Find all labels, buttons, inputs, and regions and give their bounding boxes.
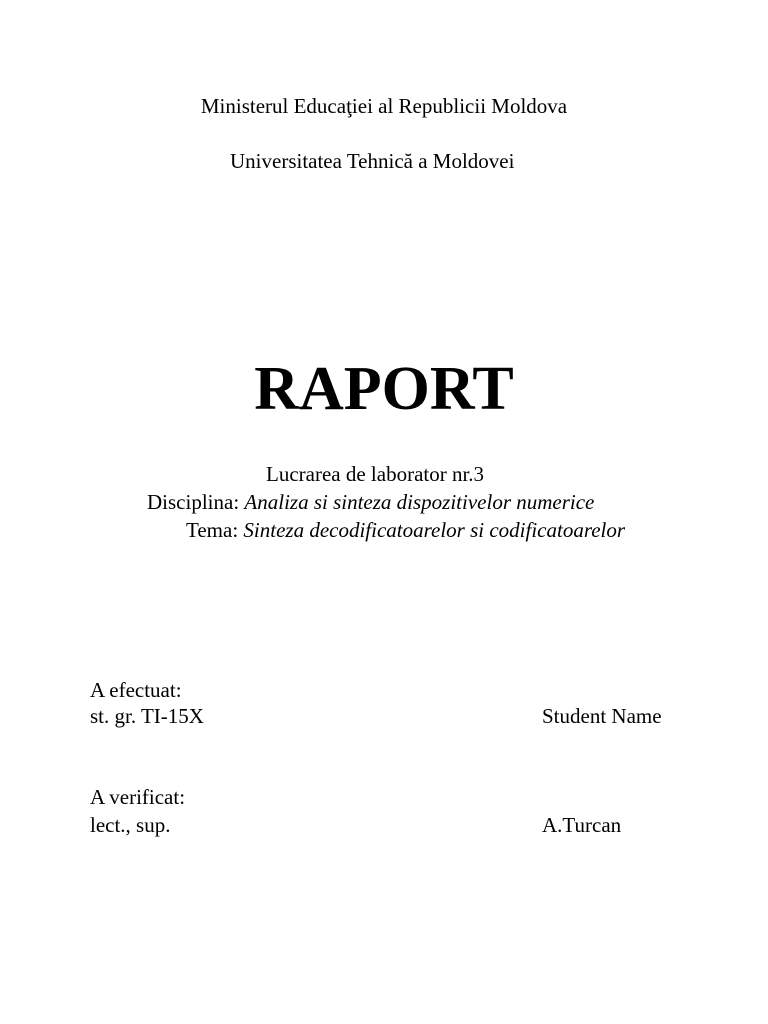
lab-work-number: Lucrarea de laborator nr.3 bbox=[266, 462, 485, 486]
topic-line bbox=[186, 518, 625, 542]
discipline-label: Disciplina: bbox=[147, 490, 240, 514]
discipline-line bbox=[147, 490, 594, 514]
ministry-heading: Ministerul Educaţiei al Republicii Moldova bbox=[200, 94, 568, 118]
university-heading: Universitatea Tehnică a Moldovei bbox=[230, 149, 515, 173]
discipline-value: Analiza si sinteza dispozitivelor numerice bbox=[244, 490, 595, 514]
supervisor-role: lect., sup. bbox=[90, 813, 171, 837]
student-group: st. gr. TI-15X bbox=[90, 704, 204, 728]
performed-label: A efectuat: bbox=[90, 678, 182, 702]
supervisor-name: A.Turcan bbox=[542, 813, 622, 837]
topic-label: Tema: bbox=[186, 518, 239, 542]
report-title: RAPORT bbox=[254, 355, 514, 423]
topic-value: Sinteza decodificatoarelor si codificatoarelor bbox=[243, 518, 626, 542]
student-name: Student Name bbox=[542, 704, 662, 728]
verified-label: A verificat: bbox=[90, 785, 186, 809]
